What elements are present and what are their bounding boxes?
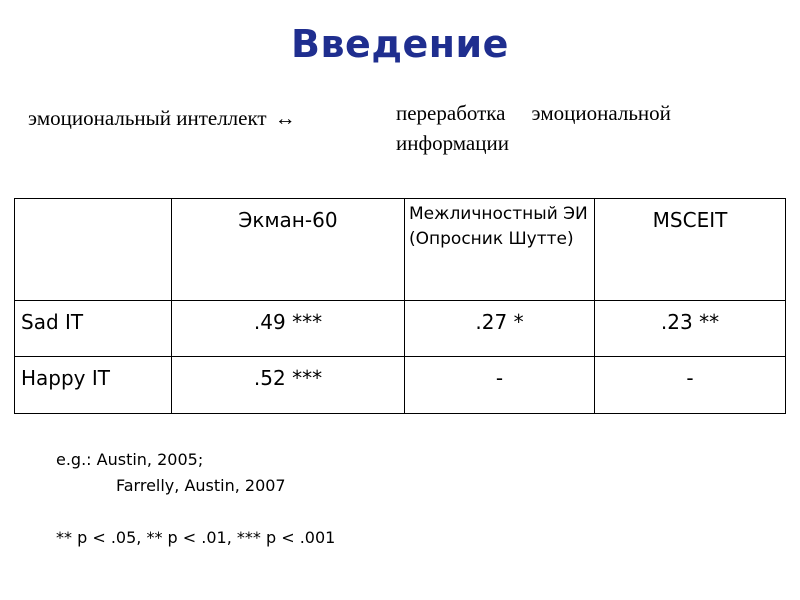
table-cell: .23 ** (595, 301, 786, 357)
table-cell: .49 *** (172, 301, 405, 357)
table-cell: - (405, 357, 595, 414)
header-cell-empty (15, 199, 172, 301)
row-label: Sad IT (15, 301, 172, 357)
intro-left-text (28, 106, 296, 131)
intro-right-text (396, 98, 756, 158)
table-cell: .52 *** (172, 357, 405, 414)
header-cell-ekman: Экман-60 (172, 199, 405, 301)
bidirectional-arrow-icon: ↔ (274, 106, 296, 130)
table-row (15, 301, 786, 357)
intro-right-word-2: эмоциональной (531, 101, 671, 125)
table-cell: .27 * (405, 301, 595, 357)
header-cell-schutte: Межличностный ЭИ (Опросник Шутте) (405, 199, 595, 301)
notes-block (56, 447, 335, 551)
table-cell: - (595, 357, 786, 414)
table-header-row (15, 199, 786, 301)
intro-right-line-1 (396, 98, 756, 128)
intro-right-word-1: переработка (396, 101, 506, 125)
table-row (15, 357, 786, 414)
reference-line-1: e.g.: Austin, 2005; (56, 450, 204, 469)
intro-left-label: эмоциональный интеллект (28, 106, 267, 130)
row-label: Happy IT (15, 357, 172, 414)
page-title: Введение (291, 22, 509, 66)
reference-line-2: Farrelly, Austin, 2007 (116, 476, 286, 495)
significance-note: ** p < .05, ** p < .01, *** p < .001 (56, 528, 336, 547)
intro-right-line-2: информации (396, 131, 509, 155)
correlation-table (14, 198, 786, 414)
header-cell-msceit: MSCEIT (595, 199, 786, 301)
